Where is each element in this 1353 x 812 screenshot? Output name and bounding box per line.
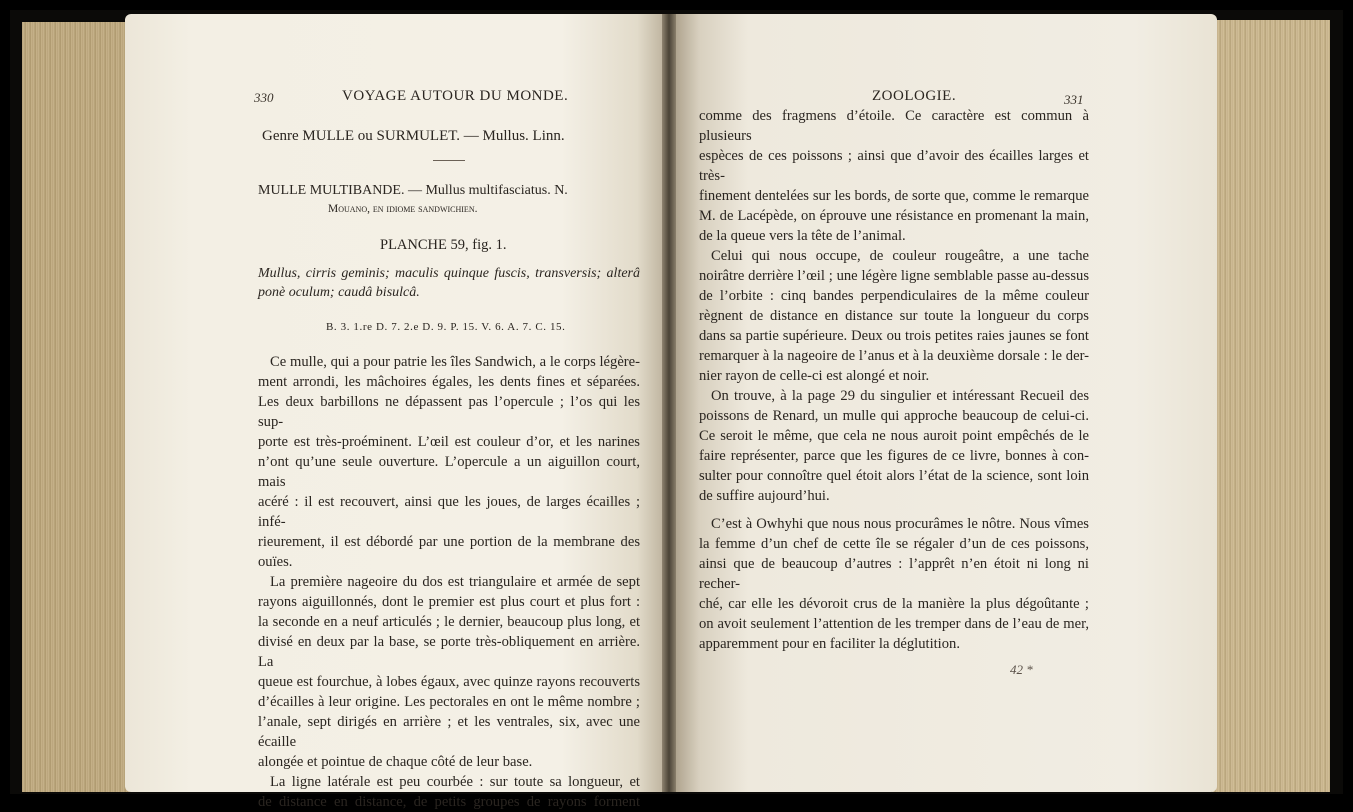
body-line: ment arrondi, les mâchoires égales, les dents fines et séparées. bbox=[258, 374, 640, 390]
body-line: noirâtre derrière l’œil ; une légère ligne semblable passe au-dessus bbox=[699, 268, 1089, 284]
body-line: La ligne latérale est peu courbée : sur toute sa longueur, et bbox=[270, 774, 640, 790]
body-line: divisé en deux par la base, se porte très-obliquement en arrière. La bbox=[258, 634, 640, 670]
body-line: ainsi que de beaucoup d’autres : l’apprêt n’en étoit ni long ni recher- bbox=[699, 556, 1089, 592]
latin-diagnosis-line-2: ponè oculum; caudâ bisulcâ. bbox=[258, 285, 420, 300]
body-line: queue est fourchue, à lobes égaux, avec quinze rayons recouverts bbox=[258, 674, 640, 690]
book-gutter bbox=[662, 14, 676, 792]
body-line: la femme d’un chef de cette île se régaler d’un de ces poissons, bbox=[699, 536, 1089, 552]
body-line: d’écailles à leur origine. Les pectorales en ont le même nombre ; bbox=[258, 694, 640, 710]
body-line: l’anale, sept dirigés en arrière ; et les ventrales, six, avec une écaille bbox=[258, 714, 640, 750]
left-page-edges bbox=[22, 22, 132, 792]
body-line: comme des fragmens d’étoile. Ce caractère est commun à plusieurs bbox=[699, 108, 1089, 144]
left-running-head: VOYAGE AUTOUR DU MONDE. bbox=[342, 88, 569, 104]
body-line: Ce mulle, qui a pour patrie les îles Sandwich, a le corps légère- bbox=[270, 354, 640, 370]
genre-heading: Genre MULLE ou SURMULET. — Mullus. Linn. bbox=[262, 128, 565, 144]
latin-diagnosis-line-1: Mullus, cirris geminis; maculis quinque fuscis, transversis; alterâ bbox=[258, 266, 640, 281]
body-line: nier rayon de celle-ci est alongé et noir. bbox=[699, 368, 930, 384]
body-line: faire représenter, parce que les figures de ce livre, bonnes à con- bbox=[699, 448, 1089, 464]
body-line: rayons aiguillonnés, dont le premier est plus court et plus fort : bbox=[258, 594, 640, 610]
body-line: porte est très-proéminent. L’œil est couleur d’or, et les narines bbox=[258, 434, 640, 450]
body-line: ouïes. bbox=[258, 554, 293, 570]
body-line: sulter pour connoître quel étoit alors l’état de la science, sont loin bbox=[699, 468, 1089, 484]
body-line: de la queue vers la tête de l’animal. bbox=[699, 228, 906, 244]
body-line: de distance en distance, de petits groupes de rayons forment bbox=[258, 794, 640, 810]
body-line: poissons de Renard, un mulle qui approche beaucoup de celui-ci. bbox=[699, 408, 1089, 424]
body-line: On trouve, à la page 29 du singulier et intéressant Recueil des bbox=[711, 388, 1089, 404]
species-title: MULLE MULTIBANDE. — Mullus multifasciatus. N. bbox=[258, 183, 568, 198]
heading-rule bbox=[433, 160, 465, 161]
body-line: règnent de distance en distance sur toute la longueur du corps bbox=[699, 308, 1089, 324]
body-line: remarquer à la nageoire de l’anus et à la deuxième dorsale : le der- bbox=[699, 348, 1089, 364]
body-line: Celui qui nous occupe, de couleur rougeâtre, a une tache bbox=[711, 248, 1089, 264]
fin-formula: B. 3. 1.re D. 7. 2.e D. 9. P. 15. V. 6. A. 7. C. 15. bbox=[326, 321, 566, 333]
body-line: La première nageoire du dos est triangulaire et armée de sept bbox=[270, 574, 640, 590]
body-line: espèces de ces poissons ; ainsi que d’avoir des écailles larges et très- bbox=[699, 148, 1089, 184]
right-running-head: ZOOLOGIE. bbox=[872, 88, 957, 104]
body-line: alongée et pointue de chaque côté de leur base. bbox=[258, 754, 533, 770]
body-line: Les deux barbillons ne dépassent pas l’opercule ; l’os qui les sup- bbox=[258, 394, 640, 430]
body-line: on avoit seulement l’attention de les tremper dans de l’eau de mer, bbox=[699, 616, 1089, 632]
right-body-text bbox=[699, 106, 1089, 654]
body-line: apparemment pour en faciliter la déglutition. bbox=[699, 636, 960, 652]
body-line: C’est à Owhyhi que nous nous procurâmes le nôtre. Nous vîmes bbox=[711, 516, 1089, 532]
body-line: la seconde en a neuf articulés ; le dernier, beaucoup plus long, et bbox=[258, 614, 640, 630]
signature-mark: 42 * bbox=[1010, 662, 1033, 677]
body-line: Ce seroit le même, que cela ne nous auroit point empêchés de le bbox=[699, 428, 1089, 444]
native-name: Mouano, en idiome sandwichien. bbox=[328, 203, 478, 215]
right-page-edges bbox=[1212, 20, 1330, 792]
body-line: acéré : il est recouvert, ainsi que les joues, de larges écailles ; infé- bbox=[258, 494, 640, 530]
body-line: de suffire aujourd’hui. bbox=[699, 488, 830, 504]
body-line: M. de Lacépède, on éprouve une résistance en promenant la main, bbox=[699, 208, 1089, 224]
body-line: dans sa partie supérieure. Deux ou trois petites raies jaunes se font bbox=[699, 328, 1089, 344]
plate-reference: PLANCHE 59, fig. 1. bbox=[380, 237, 507, 253]
body-line: de l’orbite : cinq bandes perpendiculaires de la même couleur bbox=[699, 288, 1089, 304]
body-line: rieurement, il est débordé par une portion de la membrane des bbox=[258, 534, 640, 550]
right-page-number: 331 bbox=[1064, 92, 1084, 107]
body-line: ché, car elle les dévoroit crus de la manière la plus dégoûtante ; bbox=[699, 596, 1089, 612]
left-body-text bbox=[258, 352, 640, 812]
body-line: finement dentelées sur les bords, de sorte que, comme le remarque bbox=[699, 188, 1089, 204]
left-page-number: 330 bbox=[254, 90, 274, 105]
body-line: n’ont qu’une seule ouverture. L’opercule a un aiguillon court, mais bbox=[258, 454, 640, 490]
